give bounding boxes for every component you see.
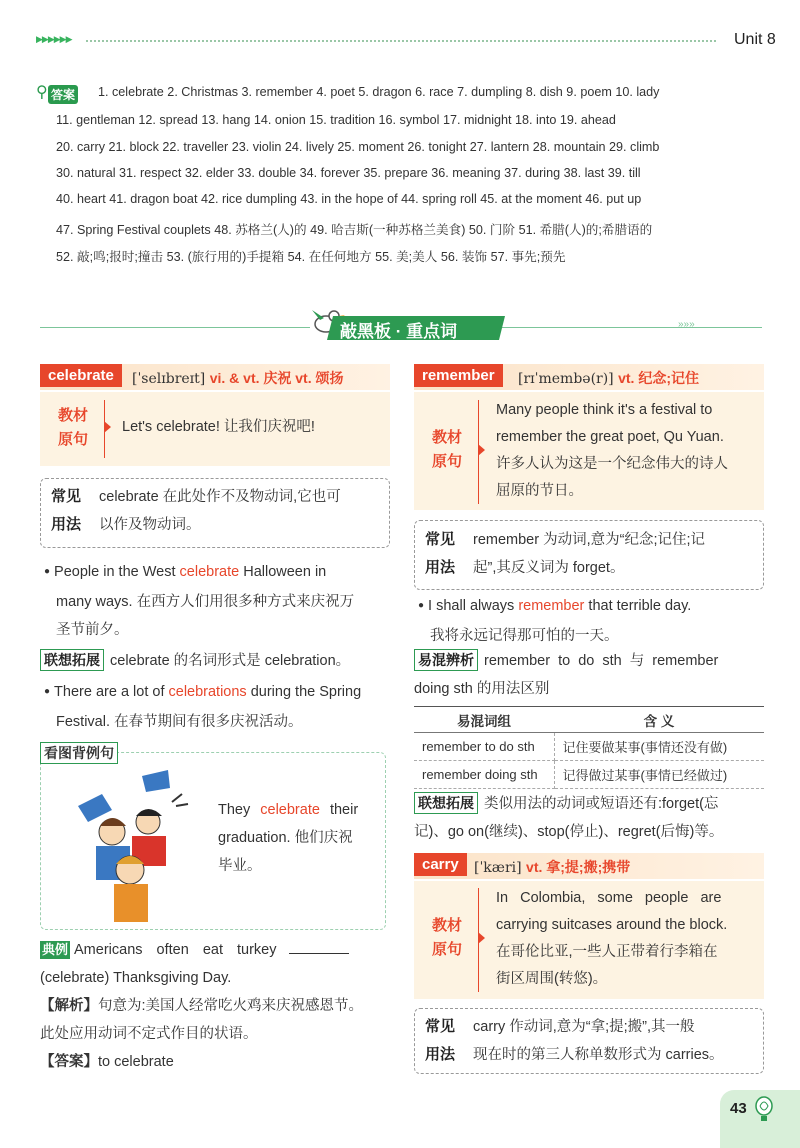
confusing-analysis [414, 647, 766, 703]
usage-label [425, 1013, 455, 1069]
usage-box [414, 520, 764, 590]
answer-line [40, 1048, 392, 1076]
highlight: celebrations [168, 684, 247, 700]
word-tag-remember: remember [414, 364, 503, 387]
text: People in the West [54, 564, 180, 580]
extension-tag: 联想拓展 [40, 649, 104, 671]
table-cell: remember to do sth [414, 733, 554, 761]
textbook-label-2: 原句 [432, 941, 463, 958]
extension-row [414, 790, 766, 846]
confusing-tag: 易混辨析 [414, 649, 478, 671]
usage-box [40, 478, 390, 548]
answer-line: 20. carry 21. block 22. traveller 23. violin 24. lively 25. moment 26. tonight 27. lantern 28. mountain 29. climb [56, 140, 660, 154]
extension-tag: 联想拓展 [414, 792, 478, 814]
answer-line: 47. Spring Festival couplets 48. 苏格兰(人)的 49. 哈吉斯(一种苏格兰美食) 50. 门阶 51. 希腊(人)的;希腊语的 [56, 223, 653, 237]
textbook-label-1: 教材 [432, 429, 463, 446]
definition: vi. & vt. 庆祝 vt. 颂扬 [209, 370, 344, 386]
text: their [319, 802, 359, 818]
textbook-label-2: 原句 [432, 453, 463, 470]
pronunciation: [ˈselɪbreɪt] [132, 371, 206, 387]
table-row [414, 761, 764, 789]
usage-label-1: 常见 [425, 1018, 456, 1035]
textbook-label [58, 404, 88, 452]
confusing-line: doing sth 的用法区别 [414, 681, 550, 697]
answer-line: 30. natural 31. respect 32. elder 33. double 34. forever 35. prepare 36. meaning 37. during 38. last 39. till [56, 166, 641, 180]
highlight: celebrate [260, 802, 320, 818]
picture-example-title: 看图背例句 [40, 742, 118, 764]
example-line: 圣节前夕。 [56, 622, 129, 638]
answer-badge [36, 84, 82, 104]
example-sentence [44, 558, 392, 644]
extension-line [414, 790, 766, 818]
usage-text [473, 526, 705, 582]
balloon-icon [754, 1096, 774, 1122]
answer-line: 52. 敲;鸣;报时;撞击 53. (旅行用的)手提箱 54. 在任何地方 55. 美;美人 56. 装饰 57. 事先;预先 [56, 250, 566, 264]
usage-line: celebrate 在此处作不及物动词,它也可 [99, 489, 341, 505]
highlight: remember [518, 598, 585, 614]
usage-box [414, 1008, 764, 1074]
extension-line: 记)、go on(继续)、stop(停止)、regret(后悔)等。 [414, 824, 724, 840]
dotted-divider [86, 40, 716, 42]
answer-line: 1. celebrate 2. Christmas 3. remember 4. poet 5. dragon 6. race 7. dumpling 8. dish 9. poem 10. lady [98, 85, 660, 99]
example-line [44, 678, 392, 708]
analysis-text: 句意为:美国人经常吃火鸡来庆祝感恩节。 [98, 998, 364, 1014]
text: that terrible day. [584, 598, 692, 614]
picture-line: graduation. 他们庆祝 [218, 830, 353, 846]
text: They [218, 802, 261, 818]
typical-question [40, 936, 392, 1076]
table-row [414, 733, 764, 761]
extension-row [40, 647, 350, 675]
key-icon: ⚲ [36, 84, 48, 101]
word-tag-celebrate: celebrate [40, 364, 122, 387]
confusing-text: remember to do sth 与 remember [484, 653, 719, 669]
comparison-table [414, 706, 764, 789]
table-cell: 记得做过某事(事情已经做过) [554, 761, 764, 789]
extension-text: celebrate 的名词形式是 celebration。 [110, 653, 351, 669]
banner-divider-left [40, 327, 310, 328]
textbook-line: 在哥伦比亚,一些人正带着行李箱在 [496, 944, 718, 960]
textbook-label-1: 教材 [432, 917, 463, 934]
word-tag-carry: carry [414, 853, 467, 876]
question-line [40, 936, 392, 964]
picture-line: 毕业。 [218, 858, 262, 874]
word-pron-def [474, 857, 630, 877]
page-number-tab [720, 1090, 800, 1148]
example-line: Festival. 在春节期间有很多庆祝活动。 [56, 714, 303, 730]
textbook-sentence [496, 885, 758, 993]
answer-blank[interactable] [289, 940, 349, 954]
example-line [44, 558, 392, 588]
unit-label: Unit 8 [734, 31, 776, 48]
chevron-icon: »»» [678, 319, 695, 330]
usage-line: 现在时的第三人称单数形式为 carries。 [473, 1047, 724, 1063]
usage-label-2: 用法 [425, 1046, 456, 1063]
usage-line: 以作及物动词。 [99, 517, 201, 533]
example-line: 我将永远记得那可怕的一天。 [430, 628, 619, 644]
textbook-line: carrying suitcases around the block. [496, 917, 728, 933]
graduation-illustration [72, 766, 192, 924]
textbook-line: 屈原的节日。 [496, 483, 583, 499]
text: during the Spring [246, 684, 362, 700]
answer-tag: 【答案】 [40, 1054, 98, 1070]
banner-title: 敲黑板 · 重点词 [340, 322, 458, 341]
banner-divider-right [500, 319, 762, 330]
usage-line: remember 为动词,意为“纪念;记住;记 [473, 532, 706, 548]
textbook-sentence: Let's celebrate! 让我们庆祝吧! [122, 419, 315, 435]
answer-badge-label: 答案 [48, 85, 78, 104]
highlight: celebrate [179, 564, 240, 580]
analysis-tag: 【解析】 [40, 998, 98, 1014]
header-decoration [36, 34, 726, 46]
textbook-sentence [496, 397, 762, 505]
textbook-line: 许多人认为这是一个纪念伟大的诗人 [496, 456, 728, 472]
usage-line: 起”,其反义词为 forget。 [473, 560, 625, 576]
textbook-line: In Colombia, some people are [496, 890, 722, 906]
arrow-right-icon [104, 421, 111, 433]
question-text: Americans often eat turkey [74, 942, 277, 958]
textbook-label [432, 426, 462, 474]
table-header: 含 义 [554, 707, 764, 733]
usage-label-1: 常见 [51, 488, 82, 505]
table-cell: 记住要做某事(事情还没有做) [554, 733, 764, 761]
textbook-line: 街区周围(转悠)。 [496, 971, 608, 987]
usage-line: carry 作动词,意为“拿;提;搬”,其一般 [473, 1019, 695, 1035]
analysis-line [40, 992, 392, 1020]
confusing-line [414, 647, 766, 675]
pronunciation: [rɪˈmembə(r)] [518, 371, 614, 387]
answer-line: 40. heart 41. dragon boat 42. rice dumpling 43. in the hope of 44. spring roll 45. at the moment 46. put up [56, 192, 642, 206]
word-pron-def [518, 368, 699, 388]
usage-label [51, 483, 81, 539]
usage-label [425, 526, 455, 582]
word-pron-def [132, 368, 344, 388]
example-sentence [44, 678, 392, 736]
page-number: 43 [730, 1100, 747, 1117]
picture-line [218, 796, 378, 824]
usage-label-2: 用法 [425, 559, 456, 576]
table-cell: remember doing sth [414, 761, 554, 789]
arrow-right-icon [478, 444, 485, 456]
question-tag: 典例 [42, 942, 69, 957]
text: There are a lot of [54, 684, 169, 700]
picture-sentence [218, 796, 378, 880]
table-header: 易混词组 [414, 707, 554, 733]
definition: vt. 拿;提;搬;携带 [526, 859, 631, 875]
arrow-icons: ▶▶▶▶▶▶ [36, 34, 72, 44]
textbook-label [432, 914, 462, 962]
usage-label-1: 常见 [425, 531, 456, 548]
usage-text [473, 1013, 724, 1069]
pronunciation: [ˈkæri] [474, 860, 522, 876]
arrow-right-icon [478, 932, 485, 944]
question-line: (celebrate) Thanksgiving Day. [40, 970, 232, 986]
example-line [418, 592, 764, 622]
example-line: many ways. 在西方人们用很多种方式来庆祝万 [56, 594, 355, 610]
answer-text: to celebrate [98, 1054, 174, 1070]
usage-label-2: 用法 [51, 516, 82, 533]
textbook-line: remember the great poet, Qu Yuan. [496, 429, 724, 445]
text: Halloween in [239, 564, 327, 580]
table-header-row [414, 707, 764, 733]
definition: vt. 纪念;记住 [618, 370, 699, 386]
extension-text: 类似用法的动词或短语还有:forget(忘 [484, 796, 719, 812]
usage-text [99, 483, 341, 539]
answer-line: 11. gentleman 12. spread 13. hang 14. onion 15. tradition 16. symbol 17. midnight 18. into 19. ahead [56, 113, 616, 127]
analysis-line: 此处应用动词不定式作目的状语。 [40, 1026, 258, 1042]
textbook-label-2: 原句 [58, 431, 89, 448]
textbook-line: Many people think it's a festival to [496, 402, 713, 418]
textbook-label-1: 教材 [58, 407, 89, 424]
text: I shall always [428, 598, 519, 614]
example-sentence [418, 592, 764, 650]
